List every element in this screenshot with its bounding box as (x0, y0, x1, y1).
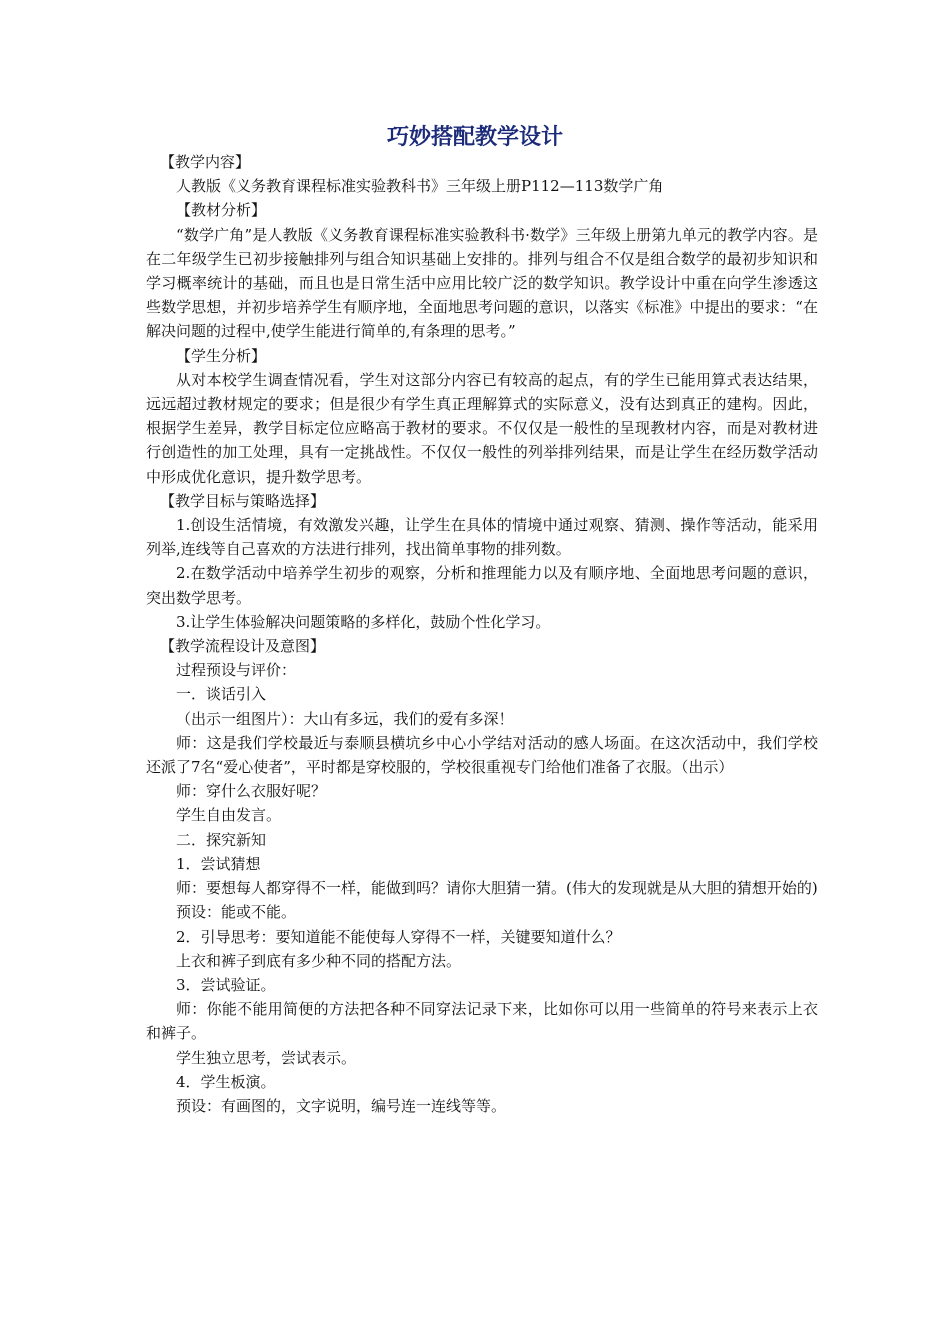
paragraph: 预设：有画图的，文字说明，编号连一连线等等。 (176, 1096, 507, 1115)
paragraph: 2．引导思考：要知道能不能使每人穿得不一样，关键要知道什么？ (176, 927, 621, 946)
document-title: 巧妙搭配教学设计 (386, 125, 563, 150)
paragraph: 师：你能不能用简便的方法把各种不同穿法记录下来，比如你可以用一些简单的符号来表示上衣和裤子。 (146, 1000, 818, 1043)
paragraph: 人教版《义务教育课程标准实验教科书》三年级上册P112—113数学广角 (176, 177, 664, 196)
section-heading: 【学生分析】 (176, 346, 267, 365)
paragraph: 1．尝试猜想 (176, 854, 261, 873)
paragraph: 4．学生板演。 (176, 1072, 276, 1091)
paragraph: 师：要想每人都穿得不一样，能做到吗？请你大胆猜一猜。(伟大的发现就是从大胆的猜想开始的) (176, 879, 818, 898)
paragraph: 师：这是我们学校最近与泰顺县横坑乡中心小学结对活动的感人场面。在这次活动中，我们学校还派了7名“爱心使者”，平时都是穿校服的，学校很重视专门给他们准备了衣服。（出示） (146, 733, 818, 777)
paragraph: 上衣和裤子到底有多少种不同的搭配方法。 (176, 951, 462, 970)
paragraph: 3．尝试验证。 (176, 975, 276, 994)
paragraph: 二．探究新知 (176, 830, 267, 849)
paragraph: （出示一组图片）：大山有多远，我们的爱有多深！ (176, 709, 514, 728)
paragraph: 师：穿什么衣服好呢？ (176, 782, 327, 801)
paragraph: 2.在数学活动中培养学生初步的观察，分析和推理能力以及有顺序地、全面地思考问题的意识，突出数学思考。 (146, 564, 818, 607)
paragraph: 3.让学生体验解决问题策略的多样化，鼓励个性化学习。 (176, 612, 551, 631)
paragraph: 从对本校学生调查情况看，学生对这部分内容已有较高的起点，有的学生已能用算式表达结果，远远超过教材规定的要求；但是很少有学生真正理解算式的实际意义，没有达到真正的建构。因此，根据学生差异，教学目标定位应略高于教材的要求。不仅仅是一般性的呈现教材内容，而是对教材进行创造性的加工处理，具有一定挑战性。不仅仅一般性的列举排列结果，而是让学生在经历数学活动中形成优化意识，提升数学思考。 (146, 370, 818, 486)
paragraph: 学生独立思考，尝试表示。 (176, 1048, 357, 1067)
paragraph: 过程预设与评价： (176, 661, 297, 680)
paragraph: 预设：能或不能。 (176, 903, 297, 922)
section-heading: 【教学流程设计及意图】 (160, 637, 326, 656)
paragraph: 学生自由发言。 (176, 806, 282, 825)
paragraph: 1.创设生活情境，有效激发兴趣，让学生在具体的情境中通过观察、猜测、操作等活动，能采用列举,连线等自己喜欢的方法进行排列，找出简单事物的排列数。 (146, 516, 818, 559)
paragraph: 一．谈话引入 (176, 685, 267, 704)
section-heading: 【教学目标与策略选择】 (160, 491, 326, 510)
section-heading: 【教学内容】 (160, 153, 251, 171)
document-body (146, 150, 818, 1118)
paragraph: “数学广角”是人教版《义务教育课程标准实验教科书·数学》三年级上册第九单元的教学内容。是在二年级学生已初步接触排列与组合知识基础上安排的。排列与组合不仅是组合数学的最初步知识和学习概率统计的基础，而且也是日常生活中应用比较广泛的数学知识。教学设计中重在向学生渗透这些数学思想，并初步培养学生有顺序地，全面地思考问题的意识，以落实《标准》中提出的要求：“在解决问题的过程中,使学生能进行简单的,有条理的思考。” (146, 225, 818, 341)
section-heading: 【教材分析】 (176, 201, 267, 220)
